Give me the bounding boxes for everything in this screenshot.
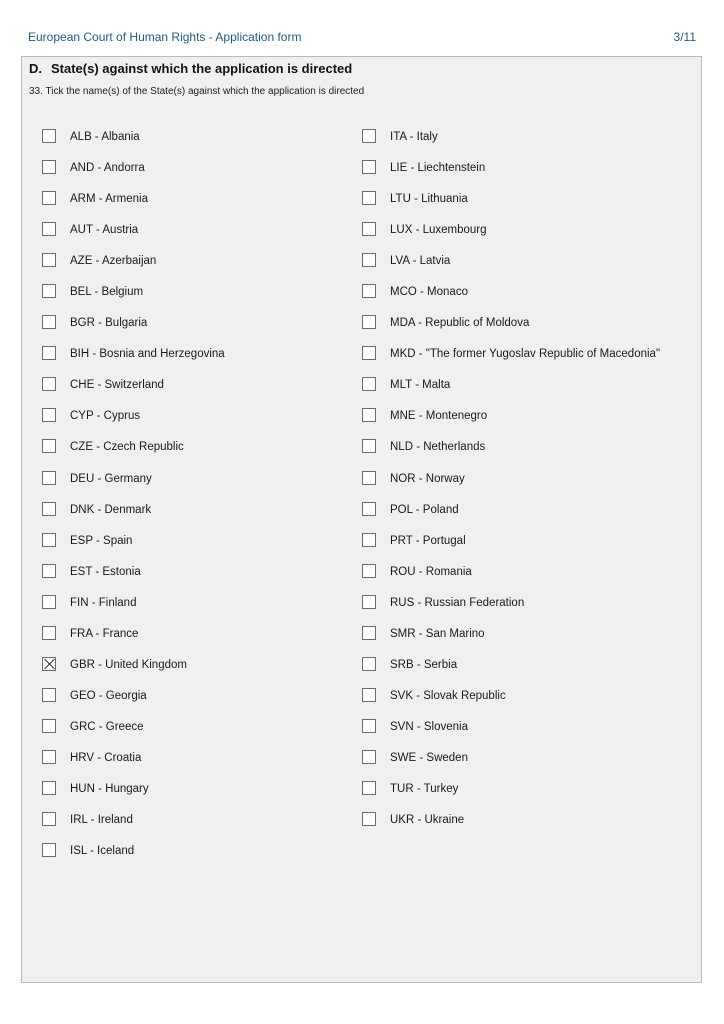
state-label: LVA - Latvia <box>390 255 451 268</box>
state-checkbox[interactable] <box>42 253 56 267</box>
state-label: BIH - Bosnia and Herzegovina <box>70 348 225 361</box>
state-checkbox[interactable] <box>42 657 56 671</box>
state-checkbox[interactable] <box>362 719 376 733</box>
state-label: SMR - San Marino <box>390 627 485 640</box>
state-option[interactable] <box>42 657 225 688</box>
form-section-d <box>21 56 702 983</box>
state-label: MLT - Malta <box>390 379 451 392</box>
state-option[interactable] <box>362 253 660 284</box>
state-option[interactable] <box>42 595 225 626</box>
state-label: LTU - Lithuania <box>390 193 468 206</box>
state-option[interactable] <box>42 564 225 595</box>
state-checkbox[interactable] <box>42 750 56 764</box>
state-checkbox[interactable] <box>42 191 56 205</box>
state-checkbox[interactable] <box>42 377 56 391</box>
state-option[interactable] <box>362 222 660 253</box>
state-option[interactable] <box>42 408 225 439</box>
state-checkbox[interactable] <box>42 439 56 453</box>
state-label: TUR - Turkey <box>390 782 459 795</box>
state-option[interactable] <box>42 471 225 502</box>
state-label: CZE - Czech Republic <box>70 441 184 454</box>
state-label: ALB - Albania <box>70 131 140 143</box>
page-number: 3/11 <box>673 30 696 44</box>
state-option[interactable] <box>42 812 225 843</box>
states-column-right <box>362 129 660 843</box>
state-label: DNK - Denmark <box>70 503 152 516</box>
state-option[interactable] <box>42 688 225 719</box>
state-label: SVK - Slovak Republic <box>390 689 506 702</box>
state-checkbox[interactable] <box>362 160 376 174</box>
state-option[interactable] <box>362 284 660 315</box>
state-option[interactable] <box>362 750 660 781</box>
state-checkbox[interactable] <box>362 502 376 516</box>
state-label: HRV - Croatia <box>70 751 142 764</box>
state-option[interactable] <box>42 377 225 408</box>
state-label: CHE - Switzerland <box>70 379 164 392</box>
state-label: RUS - Russian Federation <box>390 596 525 609</box>
state-option[interactable] <box>42 719 225 750</box>
state-option[interactable] <box>362 471 660 502</box>
state-checkbox[interactable] <box>362 471 376 485</box>
state-option[interactable] <box>362 533 660 564</box>
state-checkbox[interactable] <box>42 129 56 143</box>
state-checkbox[interactable] <box>42 284 56 298</box>
state-label: ISL - Iceland <box>70 845 135 858</box>
state-checkbox[interactable] <box>362 346 376 360</box>
state-option[interactable] <box>42 191 225 222</box>
state-label: ITA - Italy <box>390 131 438 143</box>
state-checkbox[interactable] <box>362 595 376 609</box>
state-checkbox[interactable] <box>362 315 376 329</box>
state-label: GBR - United Kingdom <box>70 658 187 671</box>
state-label: SVN - Slovenia <box>390 720 468 733</box>
state-option[interactable] <box>362 657 660 688</box>
state-checkbox[interactable] <box>362 377 376 391</box>
state-checkbox[interactable] <box>42 781 56 795</box>
state-option[interactable] <box>42 439 225 470</box>
page-header <box>28 28 696 46</box>
state-label: MCO - Monaco <box>390 286 468 299</box>
state-option[interactable] <box>362 564 660 595</box>
state-label: GRC - Greece <box>70 720 144 733</box>
state-label: NOR - Norway <box>390 472 465 485</box>
state-checkbox[interactable] <box>42 502 56 516</box>
state-option[interactable] <box>42 315 225 346</box>
state-checkbox[interactable] <box>42 315 56 329</box>
question-33: 33. Tick the name(s) of the State(s) against which the application is directed <box>29 86 365 97</box>
state-label: AND - Andorra <box>70 162 145 175</box>
state-checkbox[interactable] <box>42 222 56 236</box>
state-option[interactable] <box>42 750 225 781</box>
state-checkbox[interactable] <box>42 595 56 609</box>
state-option[interactable] <box>362 719 660 750</box>
state-label: MKD - "The former Yugoslav Republic of Macedonia" <box>390 348 661 361</box>
state-checkbox[interactable] <box>362 439 376 453</box>
state-option[interactable] <box>362 315 660 346</box>
state-checkbox[interactable] <box>42 408 56 422</box>
state-option[interactable] <box>42 284 225 315</box>
state-checkbox[interactable] <box>362 688 376 702</box>
state-label: SWE - Sweden <box>390 751 468 764</box>
state-label: POL - Poland <box>390 503 459 516</box>
state-option[interactable] <box>42 626 225 657</box>
state-option[interactable] <box>362 191 660 222</box>
state-label: MNE - Montenegro <box>390 410 488 423</box>
state-checkbox[interactable] <box>362 626 376 640</box>
state-option[interactable] <box>42 781 225 812</box>
state-option[interactable] <box>362 439 660 470</box>
state-checkbox[interactable] <box>42 471 56 485</box>
state-checkbox[interactable] <box>362 812 376 826</box>
state-option[interactable] <box>362 781 660 812</box>
state-checkbox[interactable] <box>362 222 376 236</box>
state-option[interactable] <box>362 160 660 191</box>
state-option[interactable] <box>42 129 225 160</box>
state-label: UKR - Ukraine <box>390 814 465 827</box>
state-label: PRT - Portugal <box>390 534 466 547</box>
state-option[interactable] <box>362 502 660 533</box>
state-option[interactable] <box>362 346 660 377</box>
states-column-left <box>42 129 225 874</box>
state-checkbox[interactable] <box>42 719 56 733</box>
state-option[interactable] <box>362 812 660 843</box>
state-option[interactable] <box>362 129 660 160</box>
state-checkbox[interactable] <box>42 564 56 578</box>
state-label: HUN - Hungary <box>70 782 149 795</box>
state-option[interactable] <box>42 502 225 533</box>
state-label: LIE - Liechtenstein <box>390 162 486 175</box>
state-option[interactable] <box>362 408 660 439</box>
state-checkbox[interactable] <box>362 253 376 267</box>
state-label: IRL - Ireland <box>70 814 133 827</box>
state-label: ARM - Armenia <box>70 193 148 206</box>
state-label: ESP - Spain <box>70 534 133 547</box>
state-option[interactable] <box>42 160 225 191</box>
state-label: CYP - Cyprus <box>70 410 141 423</box>
state-checkbox[interactable] <box>362 191 376 205</box>
state-checkbox[interactable] <box>362 129 376 143</box>
state-label: AZE - Azerbaijan <box>70 255 157 268</box>
state-checkbox[interactable] <box>362 284 376 298</box>
document-title: European Court of Human Rights - Application form <box>28 30 302 44</box>
state-checkbox[interactable] <box>42 160 56 174</box>
state-checkbox[interactable] <box>362 408 376 422</box>
state-checkbox[interactable] <box>42 346 56 360</box>
state-option[interactable] <box>362 688 660 719</box>
state-label: NLD - Netherlands <box>390 441 486 454</box>
state-label: DEU - Germany <box>70 472 152 485</box>
state-option[interactable] <box>362 626 660 657</box>
state-option[interactable] <box>362 595 660 626</box>
state-label: MDA - Republic of Moldova <box>390 317 530 330</box>
state-checkbox[interactable] <box>42 533 56 547</box>
state-option[interactable] <box>42 222 225 253</box>
state-checkbox[interactable] <box>362 750 376 764</box>
state-checkbox[interactable] <box>42 812 56 826</box>
state-checkbox[interactable] <box>362 564 376 578</box>
state-checkbox[interactable] <box>42 688 56 702</box>
state-label: FIN - Finland <box>70 596 137 609</box>
state-label: AUT - Austria <box>70 224 139 237</box>
state-option[interactable] <box>362 377 660 408</box>
section-heading <box>29 61 352 76</box>
state-option[interactable] <box>42 346 225 377</box>
state-checkbox[interactable] <box>362 781 376 795</box>
state-label: BEL - Belgium <box>70 286 144 299</box>
state-checkbox[interactable] <box>362 657 376 671</box>
state-option[interactable] <box>42 533 225 564</box>
state-label: GEO - Georgia <box>70 689 147 702</box>
state-label: LUX - Luxembourg <box>390 224 487 237</box>
state-option[interactable] <box>42 253 225 284</box>
section-title: State(s) against which the application is directed <box>51 61 353 76</box>
state-label: FRA - France <box>70 627 139 640</box>
state-label: ROU - Romania <box>390 565 472 578</box>
state-label: SRB - Serbia <box>390 658 458 671</box>
state-checkbox[interactable] <box>42 626 56 640</box>
state-label: EST - Estonia <box>70 565 141 578</box>
state-option[interactable] <box>42 843 225 874</box>
state-checkbox[interactable] <box>362 533 376 547</box>
section-letter: D. <box>29 61 42 76</box>
state-label: BGR - Bulgaria <box>70 317 148 330</box>
state-checkbox[interactable] <box>42 843 56 857</box>
